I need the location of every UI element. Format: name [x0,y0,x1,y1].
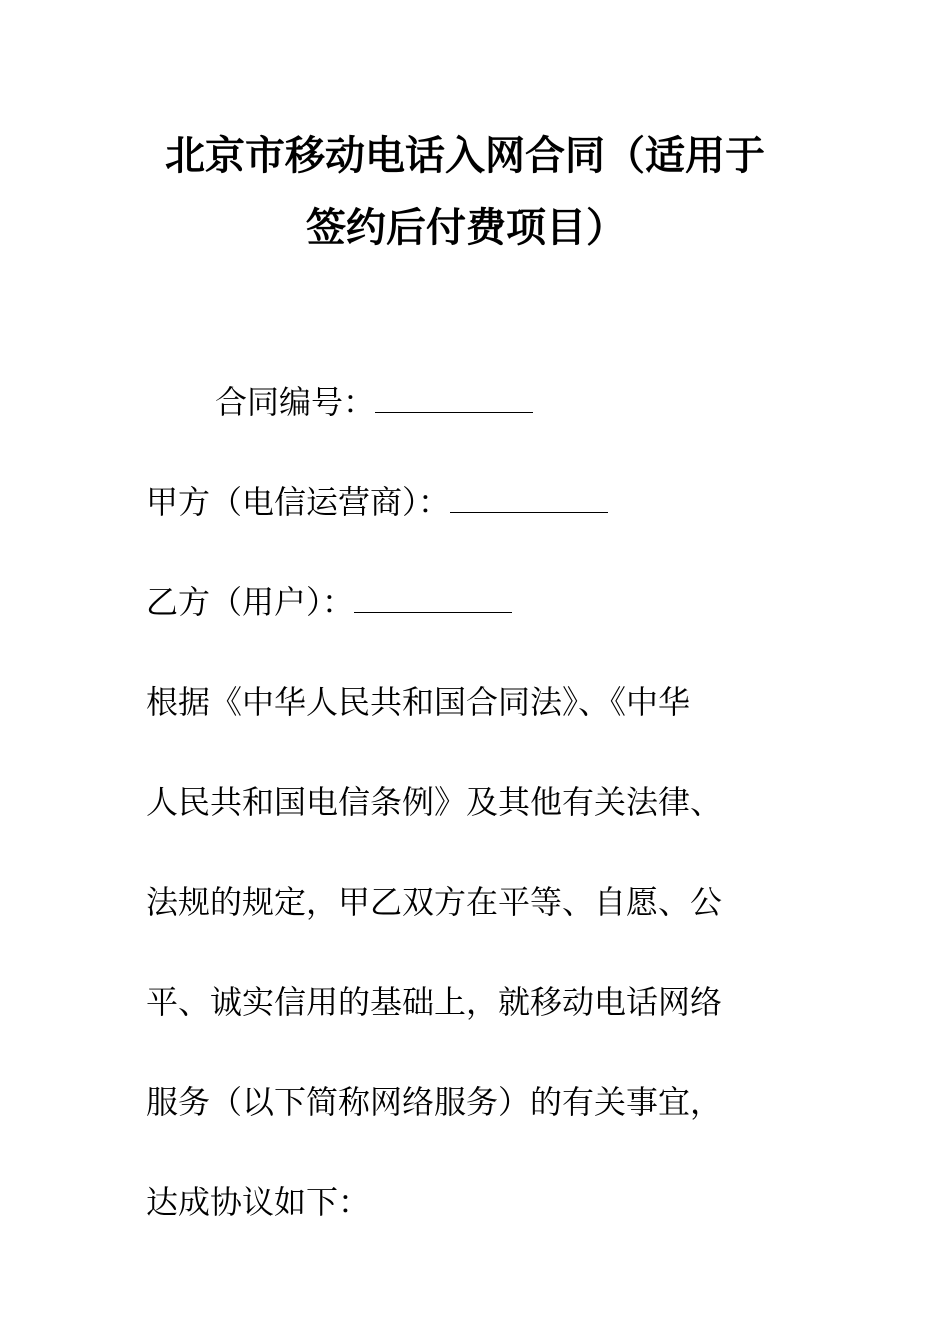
party-a-blank [450,486,608,513]
party-b-line [146,582,512,622]
body-line: 达成协议如下： [146,1183,371,1221]
party-b-blank [354,586,512,613]
body-line: 法规的规定，甲乙双方在平等、自愿、公 [146,883,723,921]
contract-number-label: 合同编号： [215,383,376,421]
body-line: 服务（以下简称网络服务）的有关事宜， [146,1083,723,1121]
document-title-line-2: 签约后付费项目） [306,204,626,251]
body-line: 根据《中华人民共和国合同法》、《中华 [146,683,691,721]
body-line: 人民共和国电信条例》及其他有关法律、 [146,783,723,821]
party-a-label: 甲方（电信运营商）： [146,483,451,521]
contract-number-line [215,382,533,422]
contract-number-blank [375,386,533,413]
document-title-line-1: 北京市移动电话入网合同（适用于 [165,132,765,179]
party-b-label: 乙方（用户）： [146,583,355,621]
body-line: 平、诚实信用的基础上，就移动电话网络 [146,983,723,1021]
party-a-line [146,482,608,522]
